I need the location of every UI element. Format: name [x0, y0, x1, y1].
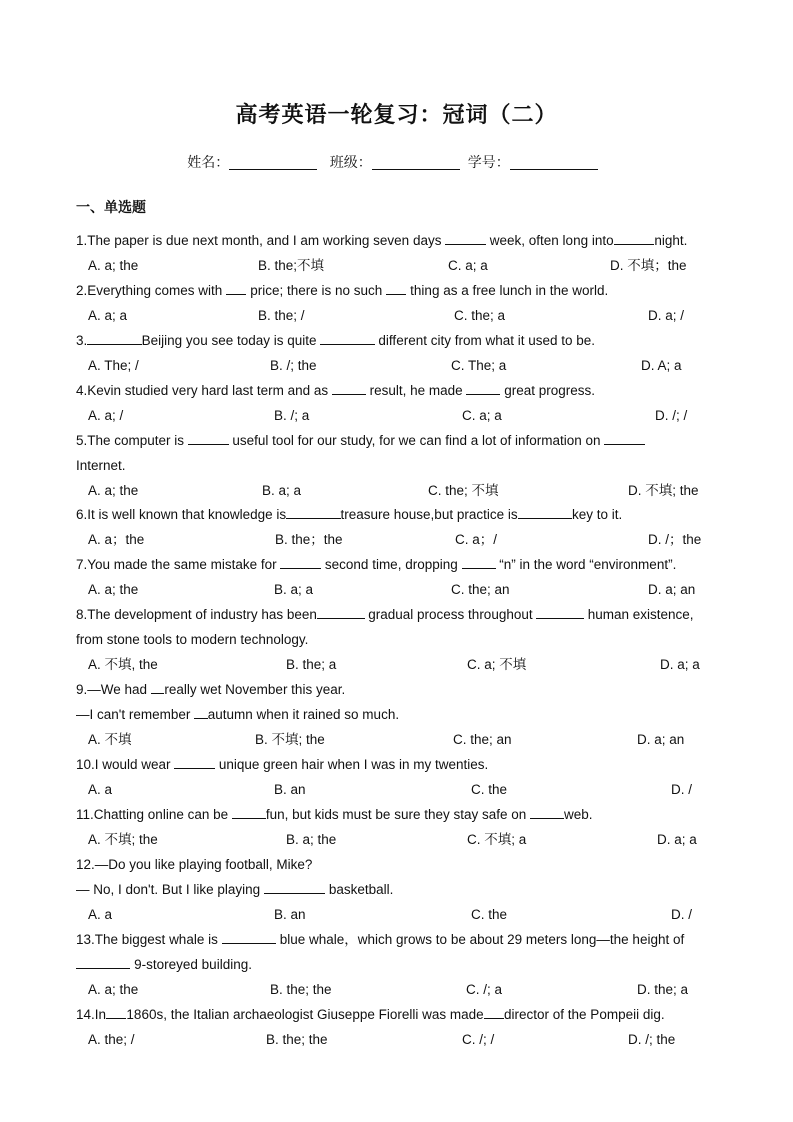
class-label: 班级： [329, 155, 372, 171]
option-b[interactable]: B. a; a [262, 483, 302, 498]
answer-blank[interactable] [518, 506, 572, 519]
question-text-fragment: Beijing you see today is quite [141, 333, 321, 348]
option-b[interactable]: B. /; the [270, 358, 317, 373]
option-d[interactable]: D. a; a [660, 657, 700, 672]
answer-blank[interactable] [106, 1006, 126, 1019]
option-a[interactable]: A. a; the [88, 483, 139, 498]
question-text-fragment: gradual process throughout [364, 607, 537, 622]
question-text [76, 506, 622, 524]
option-d[interactable]: D. a; a [657, 832, 697, 847]
question-text [76, 681, 345, 699]
question-text [76, 956, 252, 974]
option-a[interactable]: A. a；the [88, 532, 145, 547]
answer-blank[interactable] [320, 332, 374, 345]
answer-blank[interactable] [280, 556, 321, 569]
option-b[interactable]: B. an [274, 782, 306, 797]
question-text-fragment: 4.Kevin studied very hard last term and as [76, 383, 332, 398]
option-a[interactable]: A. 不填; the [88, 832, 158, 847]
option-b[interactable]: B. the；the [275, 532, 343, 547]
question-text-fragment: result, he made [365, 383, 467, 398]
question-text-fragment: week, often long into [486, 233, 614, 248]
option-d[interactable]: D. a; an [648, 582, 696, 597]
question-text-fragment: 8.The development of industry has been [76, 607, 317, 622]
option-b[interactable]: B. /; a [274, 408, 310, 423]
option-b[interactable]: B. a; a [274, 582, 314, 597]
option-d[interactable]: D. / [671, 907, 693, 922]
question-text-fragment: useful tool for our study, for we can find a lot of information on [228, 433, 605, 448]
question-text-fragment: 11.Chatting online can be [76, 807, 232, 822]
question-text-fragment: 3. [76, 333, 88, 348]
question-text [76, 756, 488, 774]
option-c[interactable]: C. The; a [451, 358, 507, 373]
answer-blank[interactable] [264, 881, 325, 894]
question-text-fragment: from stone tools to modern technology. [76, 632, 309, 647]
answer-blank[interactable] [332, 382, 366, 395]
option-d[interactable]: D. / [671, 782, 693, 797]
option-b[interactable]: B. 不填; the [255, 732, 325, 747]
student-info-row [0, 152, 793, 172]
option-a[interactable]: A. a; the [88, 258, 139, 273]
option-a[interactable]: A. a [88, 907, 113, 922]
question-text [76, 881, 393, 899]
question-text-fragment: unique green hair when I was in my twenties. [215, 757, 489, 772]
option-a[interactable]: A. a; the [88, 982, 139, 997]
answer-blank[interactable] [174, 756, 215, 769]
option-c[interactable]: C. 不填; a [467, 832, 527, 847]
question-text [76, 382, 595, 400]
option-a[interactable]: A. The; / [88, 358, 139, 373]
option-a[interactable]: A. a; / [88, 408, 124, 423]
page-title: 高考英语一轮复习：冠词（二） [235, 103, 558, 128]
name-label: 姓名： [187, 155, 230, 171]
answer-blank[interactable] [151, 681, 165, 694]
option-a[interactable]: A. the; / [88, 1032, 135, 1047]
question-text-fragment: director of the Pompeii dig. [504, 1007, 665, 1022]
question-text [76, 232, 687, 250]
answer-blank[interactable] [530, 806, 564, 819]
option-c[interactable]: C. the; an [451, 582, 510, 597]
answer-blank[interactable] [466, 382, 500, 395]
question-text-fragment: 12.—Do you like playing football, Mike? [76, 857, 313, 872]
answer-blank[interactable] [188, 432, 229, 445]
answer-blank[interactable] [445, 232, 486, 245]
question-text-fragment: 9.—We had [76, 682, 151, 697]
question-text-fragment: web. [564, 807, 593, 822]
question-text-fragment: — No, I don't. But I like playing [76, 882, 264, 897]
answer-blank[interactable] [232, 806, 266, 819]
option-c[interactable]: C. /; / [462, 1032, 495, 1047]
question-text-fragment: 10.I would wear [76, 757, 175, 772]
option-d[interactable]: D. 不填; the [628, 483, 699, 498]
question-text-fragment: 13.The biggest whale is [76, 932, 222, 947]
question-text-fragment: blue whale，which grows to be about 29 meters long—the height of [275, 932, 685, 947]
option-c[interactable]: C. the [471, 782, 508, 797]
name-blank[interactable] [229, 155, 317, 170]
question-text-fragment: great progress. [500, 383, 595, 398]
question-text-fragment: 6.It is well known that knowledge is [76, 507, 287, 522]
question-text-fragment: really wet November this year. [164, 682, 346, 697]
class-blank[interactable] [372, 155, 460, 170]
question-text-fragment: 14.In [76, 1007, 107, 1022]
option-d[interactable]: D. 不填；the [610, 258, 687, 273]
question-text-fragment: treasure house,but practice is [340, 507, 518, 522]
question-text [76, 631, 308, 649]
option-c[interactable]: C. a；/ [455, 532, 498, 547]
option-a[interactable]: A. a; the [88, 582, 139, 597]
answer-blank[interactable] [286, 506, 340, 519]
answer-blank[interactable] [226, 282, 246, 295]
option-a[interactable]: A. 不填, the [88, 657, 158, 672]
question-text [76, 606, 694, 624]
question-text [76, 457, 126, 475]
option-c[interactable]: C. the [471, 907, 508, 922]
option-b[interactable]: B. an [274, 907, 306, 922]
question-text-fragment: 2.Everything comes with [76, 283, 227, 298]
question-text-fragment: 9-storeyed building. [130, 957, 252, 972]
option-c[interactable]: C. the; an [453, 732, 512, 747]
section-title: 一、单选题 [76, 200, 146, 216]
option-c[interactable]: C. a; a [462, 408, 502, 423]
option-a[interactable]: A. a; a [88, 308, 128, 323]
answer-blank[interactable] [76, 956, 130, 969]
question-text [76, 856, 312, 874]
option-b[interactable]: B. the;不填 [258, 258, 325, 273]
answer-blank[interactable] [317, 606, 365, 619]
question-text [76, 931, 684, 949]
option-d[interactable]: D. a; an [637, 732, 685, 747]
question-text-fragment: basketball. [325, 882, 394, 897]
option-c[interactable]: C. /; a [466, 982, 503, 997]
question-text-fragment: autumn when it rained so much. [207, 707, 400, 722]
question-text [76, 332, 595, 350]
question-text [76, 556, 676, 574]
question-text-fragment: 1860s, the Italian archaeologist Giuseppe Fiorelli was made [126, 1007, 484, 1022]
option-c[interactable]: C. the; a [454, 308, 506, 323]
option-c[interactable]: C. a; 不填 [467, 657, 527, 672]
answer-blank[interactable] [386, 282, 406, 295]
question-text-fragment: fun, but kids must be sure they stay safe on [265, 807, 531, 822]
answer-blank[interactable] [604, 432, 645, 445]
option-a[interactable]: A. 不填 [88, 732, 132, 747]
question-text-fragment: thing as a free lunch in the world. [406, 283, 609, 298]
option-b[interactable]: B. the; the [270, 982, 332, 997]
option-d[interactable]: D. /；the [648, 532, 702, 547]
question-text-fragment: price; there is no such [246, 283, 387, 298]
answer-blank[interactable] [462, 556, 496, 569]
question-text [76, 806, 593, 824]
option-a[interactable]: A. a [88, 782, 113, 797]
option-b[interactable]: B. the; the [266, 1032, 328, 1047]
answer-blank[interactable] [484, 1006, 504, 1019]
question-text-fragment: human existence, [583, 607, 694, 622]
id-label: 学号： [467, 155, 510, 171]
option-b[interactable]: B. the; / [258, 308, 305, 323]
question-text-fragment: 7.You made the same mistake for [76, 557, 281, 572]
option-b[interactable]: B. the; a [286, 657, 337, 672]
option-d[interactable]: D. A; a [641, 358, 682, 373]
question-text [76, 282, 608, 300]
answer-blank[interactable] [194, 706, 208, 719]
answer-blank[interactable] [222, 931, 276, 944]
question-text-fragment: 1.The paper is due next month, and I am working seven days [76, 233, 446, 248]
question-text-fragment: different city from what it used to be. [374, 333, 596, 348]
option-d[interactable]: D. the; a [637, 982, 689, 997]
question-text [76, 706, 399, 724]
question-text-fragment: night. [654, 233, 688, 248]
question-text-fragment: second time, dropping [321, 557, 462, 572]
option-d[interactable]: D. a; / [648, 308, 685, 323]
question-text-fragment: —I can't remember [76, 707, 195, 722]
answer-blank[interactable] [614, 232, 655, 245]
id-blank[interactable] [510, 155, 598, 170]
option-c[interactable]: C. the; 不填 [428, 483, 499, 498]
option-d[interactable]: D. /; the [628, 1032, 676, 1047]
question-text-fragment: Internet. [76, 458, 126, 473]
answer-blank[interactable] [87, 332, 141, 345]
question-text-fragment: “n” in the word “environment”. [495, 557, 677, 572]
question-text-fragment: 5.The computer is [76, 433, 188, 448]
question-text [76, 1006, 665, 1024]
option-d[interactable]: D. /; / [655, 408, 688, 423]
answer-blank[interactable] [536, 606, 584, 619]
option-c[interactable]: C. a; a [448, 258, 488, 273]
question-text [76, 432, 645, 450]
option-b[interactable]: B. a; the [286, 832, 337, 847]
question-text-fragment: key to it. [572, 507, 623, 522]
